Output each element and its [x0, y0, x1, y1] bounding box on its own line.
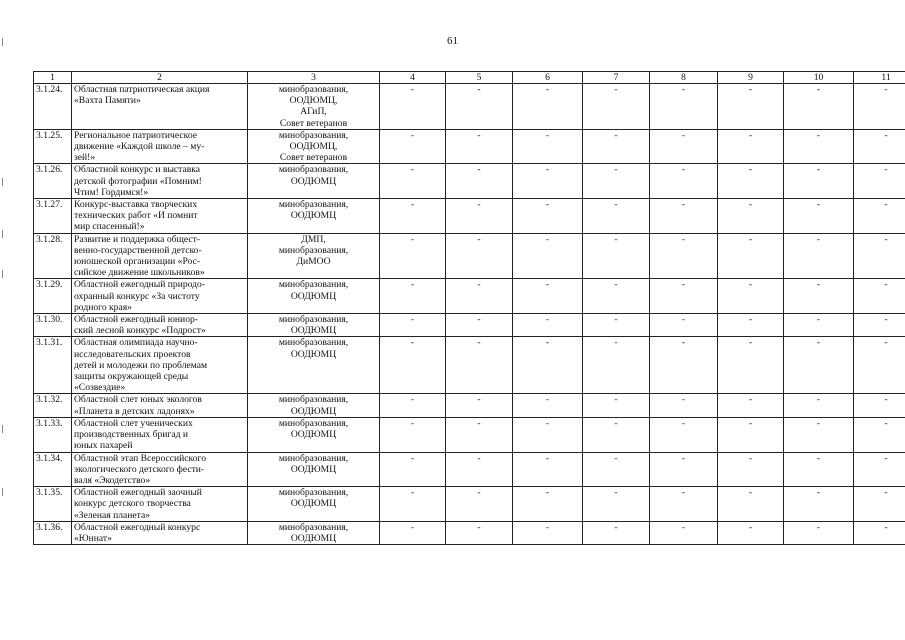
funding-cell: - — [513, 279, 583, 314]
funding-cell: - — [513, 452, 583, 487]
row-number: 3.1.27. — [34, 199, 72, 234]
funding-cell: - — [650, 521, 718, 544]
funding-cell: - — [446, 129, 513, 164]
activity-name-line: защиты окружающей среды — [74, 371, 189, 383]
funding-cell: - — [854, 199, 905, 234]
row-number: 3.1.28. — [34, 233, 72, 279]
funding-cell: - — [650, 233, 718, 279]
activity-name-line: Конкурс-выставка творческих — [74, 199, 198, 211]
row-number: 3.1.25. — [34, 129, 72, 164]
activity-name-line: Областная олимпиада научно- — [74, 337, 198, 349]
executor-line: ООДЮМЦ — [290, 348, 337, 360]
activity-name-line: Областной ежегодный природо- — [74, 279, 206, 291]
table-row — [34, 129, 905, 164]
executor-line: ООДЮМЦ, — [289, 95, 338, 107]
activity-name — [72, 314, 248, 337]
column-header: 6 — [513, 72, 583, 84]
activity-name-line: юных пахарей — [74, 440, 133, 452]
activity-name-line: Областной этап Всероссийского — [74, 452, 206, 464]
column-header: 3 — [248, 72, 380, 84]
executor-line: ООДЮМЦ — [290, 325, 337, 337]
responsible-executors — [248, 337, 380, 394]
table-row — [34, 452, 905, 487]
funding-cell: - — [446, 521, 513, 544]
funding-cell: - — [583, 487, 650, 522]
activity-name-line: зей!» — [74, 152, 96, 164]
activity-name-line: экологического детского фести- — [74, 463, 205, 475]
executor-line: ДМП, — [301, 233, 326, 245]
column-header: 11 — [854, 72, 905, 84]
funding-cell: - — [854, 314, 905, 337]
activity-plan-table — [33, 71, 905, 545]
funding-cell: - — [446, 233, 513, 279]
executor-line: минобразования, — [278, 84, 349, 95]
funding-cell: - — [513, 233, 583, 279]
activity-name — [72, 164, 248, 199]
activity-name-line: Развитие и поддержка общест- — [74, 233, 201, 245]
responsible-executors — [248, 417, 380, 452]
activity-name-line: производственных бригад и — [74, 429, 189, 441]
funding-cell: - — [583, 129, 650, 164]
funding-cell: - — [784, 394, 854, 417]
activity-name-line: «Планета в детских ладонях» — [74, 405, 195, 417]
table-row — [34, 394, 905, 417]
activity-name — [72, 394, 248, 417]
activity-name — [72, 279, 248, 314]
funding-cell: - — [784, 314, 854, 337]
row-number: 3.1.24. — [34, 84, 72, 130]
funding-cell: - — [854, 129, 905, 164]
executor-line: минобразования, — [278, 394, 349, 406]
margin-mark — [2, 178, 3, 186]
funding-cell: - — [718, 233, 784, 279]
funding-cell: - — [513, 129, 583, 164]
activity-name-line: детей и молодежи по проблемам — [74, 359, 208, 371]
responsible-executors — [248, 233, 380, 279]
funding-cell: - — [784, 84, 854, 130]
funding-cell: - — [718, 199, 784, 234]
funding-cell: - — [583, 521, 650, 544]
table-row — [34, 84, 905, 130]
row-number: 3.1.29. — [34, 279, 72, 314]
funding-cell: - — [380, 164, 446, 199]
executor-line: ООДЮМЦ, — [289, 141, 338, 153]
activity-name — [72, 129, 248, 164]
funding-cell: - — [854, 279, 905, 314]
table-row — [34, 417, 905, 452]
funding-cell: - — [784, 279, 854, 314]
responsible-executors — [248, 487, 380, 522]
funding-cell: - — [380, 279, 446, 314]
activity-name-line: юношеской организации «Рос- — [74, 256, 201, 268]
funding-cell: - — [380, 314, 446, 337]
funding-cell: - — [583, 199, 650, 234]
activity-name-line: «Созвездие» — [74, 382, 126, 394]
activity-name-line: мир спасенный!» — [74, 221, 145, 233]
activity-name-line: ский лесной конкурс «Подрост» — [74, 325, 206, 337]
funding-cell: - — [650, 487, 718, 522]
responsible-executors — [248, 199, 380, 234]
funding-cell: - — [784, 337, 854, 394]
executor-line: минобразования, — [278, 521, 349, 533]
funding-cell: - — [854, 164, 905, 199]
table-row — [34, 233, 905, 279]
executor-line: АГиП, — [300, 106, 327, 118]
activity-name — [72, 199, 248, 234]
funding-cell: - — [513, 337, 583, 394]
funding-cell: - — [854, 417, 905, 452]
row-number: 3.1.36. — [34, 521, 72, 544]
funding-cell: - — [784, 452, 854, 487]
executor-line: ООДЮМЦ — [290, 405, 337, 417]
activity-name — [72, 233, 248, 279]
activity-name-line: технических работ «И помнит — [74, 210, 198, 222]
column-header: 2 — [72, 72, 248, 84]
responsible-executors — [248, 164, 380, 199]
funding-cell: - — [513, 521, 583, 544]
funding-cell: - — [446, 164, 513, 199]
executor-line: ООДЮМЦ — [290, 498, 337, 510]
funding-cell: - — [650, 417, 718, 452]
activity-name-line: Областной конкурс и выставка — [74, 164, 201, 176]
column-header: 9 — [718, 72, 784, 84]
activity-name — [72, 417, 248, 452]
executor-line: минобразования, — [278, 244, 349, 256]
funding-cell: - — [650, 279, 718, 314]
funding-cell: - — [854, 84, 905, 130]
activity-name-line: Областной ежегодный юниор- — [74, 314, 198, 326]
responsible-executors — [248, 279, 380, 314]
funding-cell: - — [583, 164, 650, 199]
column-header: 1 — [34, 72, 72, 84]
funding-cell: - — [583, 84, 650, 130]
funding-cell: - — [650, 84, 718, 130]
activity-name — [72, 337, 248, 394]
funding-cell: - — [718, 164, 784, 199]
executor-line: минобразования, — [278, 279, 349, 291]
funding-cell: - — [718, 487, 784, 522]
funding-cell: - — [446, 337, 513, 394]
activity-name-line: валя «Экодетство» — [74, 474, 151, 486]
activity-name-line: конкурс детского творчества — [74, 498, 191, 510]
table-row — [34, 337, 905, 394]
activity-name-line: Региональное патриотическое — [74, 129, 197, 141]
row-number: 3.1.30. — [34, 314, 72, 337]
margin-mark — [2, 488, 3, 496]
activity-name-line: Областной ежегодный заочный — [74, 487, 202, 499]
activity-name — [72, 452, 248, 487]
executor-line: минобразования, — [278, 164, 349, 176]
column-header: 5 — [446, 72, 513, 84]
funding-cell: - — [718, 521, 784, 544]
funding-cell: - — [380, 417, 446, 452]
funding-cell: - — [718, 129, 784, 164]
executor-line: ООДЮМЦ — [290, 532, 337, 544]
executor-line: минобразования, — [278, 199, 349, 211]
activity-name-line: сийское движение школьников» — [74, 267, 205, 279]
funding-cell: - — [446, 199, 513, 234]
funding-cell: - — [446, 452, 513, 487]
funding-cell: - — [650, 199, 718, 234]
funding-cell: - — [583, 417, 650, 452]
activity-name-line: движение «Каждой школе – му- — [74, 141, 205, 153]
funding-cell: - — [650, 314, 718, 337]
column-header: 10 — [784, 72, 854, 84]
funding-cell: - — [513, 417, 583, 452]
funding-cell: - — [583, 337, 650, 394]
funding-cell: - — [446, 417, 513, 452]
funding-cell: - — [513, 164, 583, 199]
activity-name-line: Чтим! Гордимся!» — [74, 186, 149, 198]
funding-cell: - — [784, 417, 854, 452]
funding-cell: - — [583, 452, 650, 487]
funding-cell: - — [854, 521, 905, 544]
funding-cell: - — [784, 129, 854, 164]
funding-cell: - — [446, 487, 513, 522]
funding-cell: - — [718, 417, 784, 452]
funding-cell: - — [718, 394, 784, 417]
activity-name-line: родного края» — [74, 301, 132, 313]
activity-name-line: Областной ежегодный конкурс — [74, 521, 201, 533]
activity-name-line: охранный конкурс «За чистоту — [74, 290, 200, 302]
executor-line: Совет ветеранов — [279, 117, 348, 129]
column-header: 7 — [583, 72, 650, 84]
funding-cell: - — [854, 487, 905, 522]
funding-cell: - — [718, 279, 784, 314]
funding-cell: - — [380, 233, 446, 279]
table-header-row — [34, 72, 905, 84]
row-number: 3.1.32. — [34, 394, 72, 417]
row-number: 3.1.35. — [34, 487, 72, 522]
margin-mark — [2, 425, 3, 433]
executor-line: ООДЮМЦ — [290, 429, 337, 441]
activity-name-line: венно-государственной детско- — [74, 244, 202, 256]
executor-line: минобразования, — [278, 314, 349, 326]
activity-name — [72, 487, 248, 522]
executor-line: минобразования, — [278, 487, 349, 499]
funding-cell: - — [854, 394, 905, 417]
funding-cell: - — [718, 314, 784, 337]
funding-cell: - — [513, 314, 583, 337]
table-row — [34, 521, 905, 544]
funding-cell: - — [583, 279, 650, 314]
funding-cell: - — [854, 452, 905, 487]
funding-cell: - — [854, 337, 905, 394]
funding-cell: - — [784, 233, 854, 279]
activity-name-line: «Зеленая планета» — [74, 509, 151, 521]
funding-cell: - — [650, 337, 718, 394]
margin-mark — [2, 38, 3, 46]
funding-cell: - — [784, 521, 854, 544]
activity-name-line: Областной слет ученических — [74, 417, 193, 429]
row-number: 3.1.34. — [34, 452, 72, 487]
funding-cell: - — [583, 314, 650, 337]
column-header: 8 — [650, 72, 718, 84]
funding-cell: - — [650, 394, 718, 417]
funding-cell: - — [513, 84, 583, 130]
responsible-executors — [248, 521, 380, 544]
funding-cell: - — [650, 452, 718, 487]
funding-cell: - — [650, 129, 718, 164]
funding-cell: - — [513, 487, 583, 522]
table-row — [34, 164, 905, 199]
funding-cell: - — [446, 314, 513, 337]
funding-cell: - — [380, 129, 446, 164]
funding-cell: - — [718, 84, 784, 130]
row-number: 3.1.31. — [34, 337, 72, 394]
row-number: 3.1.33. — [34, 417, 72, 452]
table-row — [34, 199, 905, 234]
funding-cell: - — [380, 84, 446, 130]
funding-cell: - — [784, 199, 854, 234]
activity-name-line: исследовательских проектов — [74, 348, 191, 360]
activity-name-line: Областной слет юных экологов — [74, 394, 202, 406]
page-number: 61 — [447, 35, 458, 47]
funding-cell: - — [784, 164, 854, 199]
funding-cell: - — [446, 279, 513, 314]
table-row — [34, 279, 905, 314]
executor-line: ООДЮМЦ — [290, 210, 337, 222]
funding-cell: - — [718, 337, 784, 394]
funding-cell: - — [513, 394, 583, 417]
responsible-executors — [248, 452, 380, 487]
activity-name — [72, 84, 248, 130]
table-row — [34, 314, 905, 337]
executor-line: минобразования, — [278, 129, 349, 141]
executor-line: ДиМОО — [296, 256, 331, 268]
funding-cell: - — [446, 394, 513, 417]
funding-cell: - — [380, 452, 446, 487]
activity-name-line: Областная патриотическая акция — [74, 84, 210, 95]
row-number: 3.1.26. — [34, 164, 72, 199]
column-header: 4 — [380, 72, 446, 84]
funding-cell: - — [380, 487, 446, 522]
executor-line: ООДЮМЦ — [290, 463, 337, 475]
executor-line: ООДЮМЦ — [290, 175, 337, 187]
table-row — [34, 487, 905, 522]
funding-cell: - — [380, 199, 446, 234]
executor-line: минобразования, — [278, 452, 349, 464]
responsible-executors — [248, 394, 380, 417]
activity-name-line: «Вахта Памяти» — [74, 95, 141, 107]
margin-mark — [2, 270, 3, 278]
table-body — [34, 84, 905, 545]
executor-line: Совет ветеранов — [279, 152, 348, 164]
funding-cell: - — [854, 233, 905, 279]
executor-line: ООДЮМЦ — [290, 290, 337, 302]
activity-name-line: детской фотографии «Помним! — [74, 175, 202, 187]
funding-cell: - — [650, 164, 718, 199]
funding-cell: - — [784, 487, 854, 522]
funding-cell: - — [718, 452, 784, 487]
responsible-executors — [248, 84, 380, 130]
funding-cell: - — [583, 394, 650, 417]
activity-name-line: «Юннат» — [74, 532, 112, 544]
activity-name — [72, 521, 248, 544]
funding-cell: - — [513, 199, 583, 234]
funding-cell: - — [583, 233, 650, 279]
executor-line: минобразования, — [278, 417, 349, 429]
responsible-executors — [248, 129, 380, 164]
funding-cell: - — [446, 84, 513, 130]
responsible-executors — [248, 314, 380, 337]
funding-cell: - — [380, 394, 446, 417]
funding-cell: - — [380, 521, 446, 544]
funding-cell: - — [380, 337, 446, 394]
executor-line: минобразования, — [278, 337, 349, 349]
margin-mark — [2, 230, 3, 238]
